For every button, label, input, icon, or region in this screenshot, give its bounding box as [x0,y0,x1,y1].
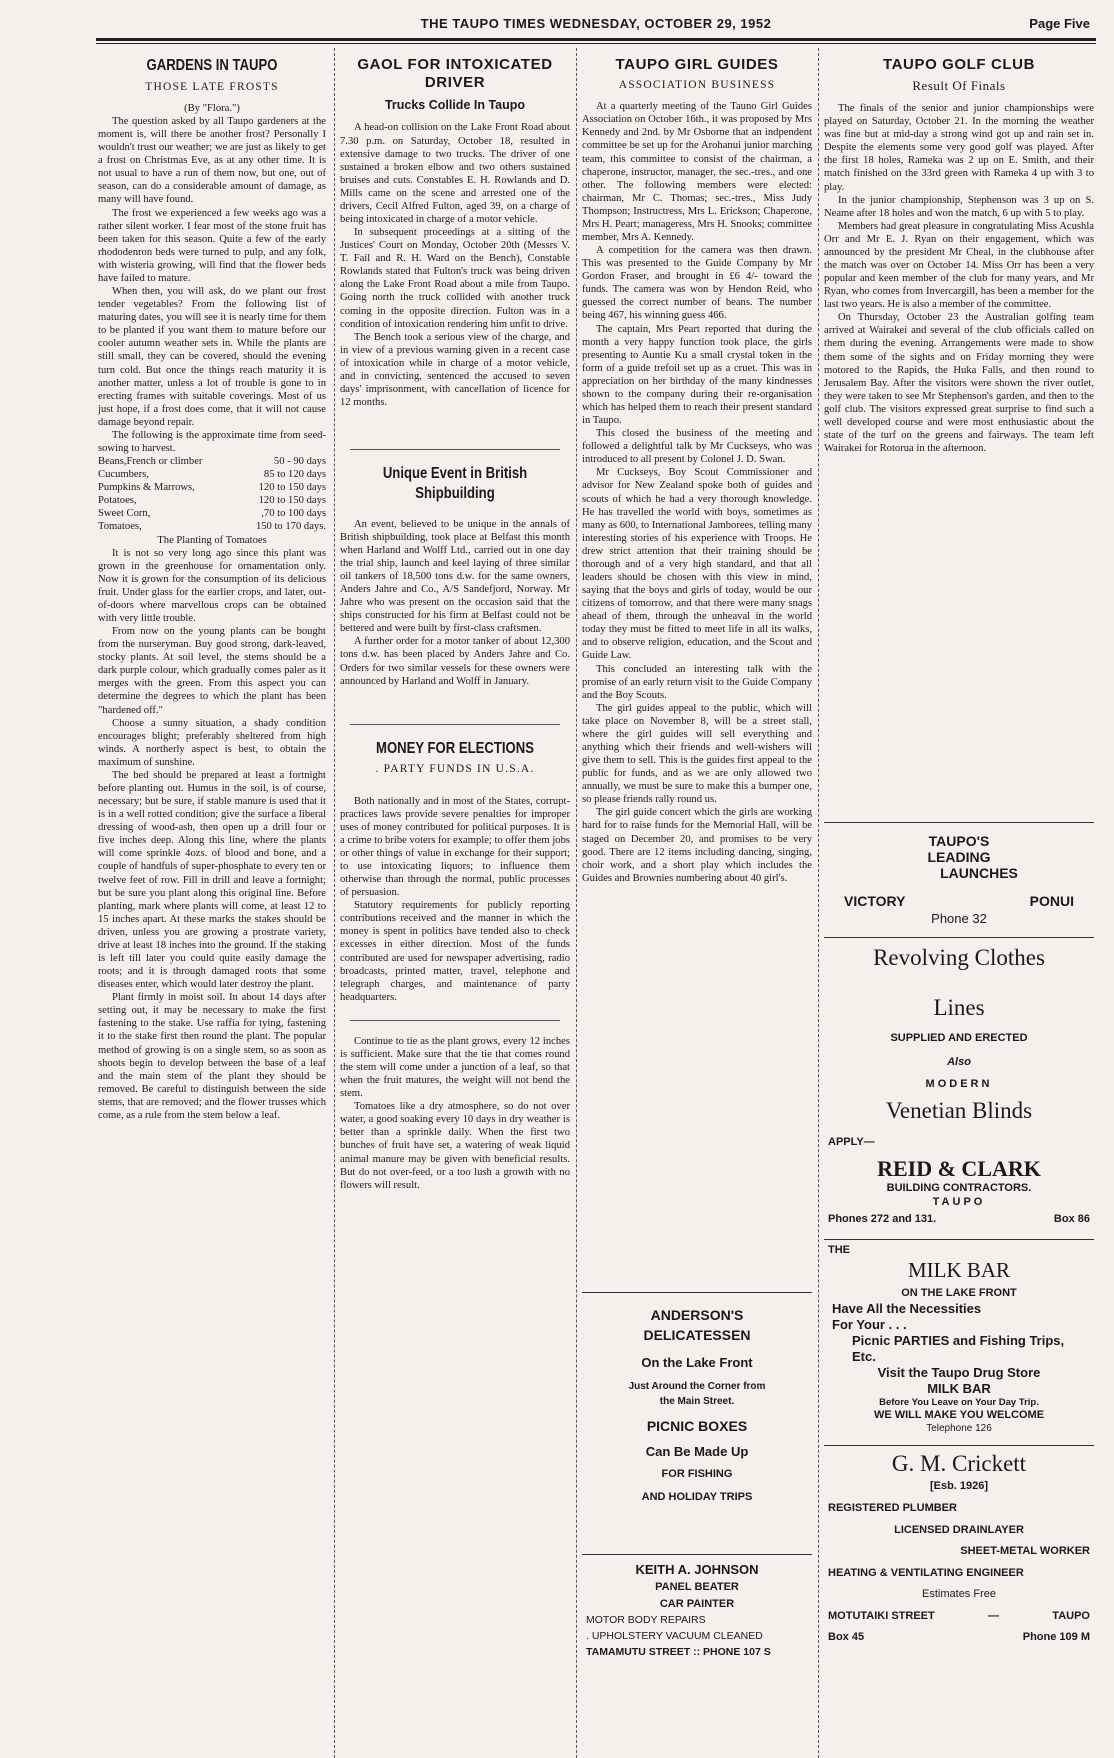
launch-ponui: PONUI [1029,893,1074,910]
crickett-dash: — [988,1609,1000,1622]
ad-line: Just Around the Corner from [628,1380,766,1392]
harvest-table [98,455,326,533]
divider [350,449,560,450]
harvest-days: 85 to 120 days [263,469,326,481]
gardens-subhead: THOSE LATE FROSTS [145,80,279,93]
gardens-paragraph: From now on the young plants can be bought from the nurseryman. Buy good strong, dark-leaved, stocky plants. At soil level, the stems should be a dark purple colour, which gradually comes paler as it merges with the green. From this aspect you can determine the degrees to which the plant has been "hardened off." [98,626,326,716]
ad-line: PANEL BEATER [655,1581,739,1594]
harvest-row [98,520,326,533]
gardens-paragraph: The following is the approximate time from seed-sowing to harvest. [98,429,326,454]
golf-paragraph: In the junior championship, Stephenson was 3 up on S. Neame after 18 holes and won the match, 6 up with 5 to play. [824,194,1094,219]
ad-line: On the Lake Front [641,1354,753,1370]
gardens-paragraph: When then, you will ask, do we plant our frost tender vegetables? From the following list of maturing dates, you will see it is nearly time for them to be planted if you want them to mature before our cooler autumn weather sets in. While the plants are still small, they can be covered, should the evening turn cold. But once the things reach maturity it is another matter, unless a lot of trouble is gone to in erecting frames with suitable coverings. Most of us just hope, if a frost does come, that it will not cause damage beyond repair. [98,286,326,428]
ad-line: ON THE LAKE FRONT [901,1287,1017,1300]
ad-line: ANDERSON'S [650,1307,744,1323]
ad-line: THE [828,1243,850,1256]
harvest-days: 50 - 90 days [273,456,326,468]
column-golf [824,50,1094,1750]
column-gardens [98,50,326,1750]
ad-line: LEADING [927,849,991,866]
gardens-cont-paragraph: Tomatoes like a dry atmosphere, so do not over water, a good soaking every 10 days in dry weather is better than a sprinkle daily. When the first two bunches of fruit have set, a watering of weak liquid animal manure may be given with beneficial results. But do not over-feed, or a too lush a growth with no flowers will result. [340,1101,570,1191]
ad-line: Revolving Clothes [873,944,1045,970]
ad-line: Can Be Made Up [645,1443,749,1459]
elections-paragraph: Statutory requirements for publicly reporting contributions received and the manner in which the money is spent in politics have tended also to check excesses in either direction. Most of the funds contributed are used for newspaper advertising, radio broadcasts, printed matter, travel, telephone and telegraph charges, and maintenance of party headquarters. [340,900,570,1003]
ad-line: LICENSED DRAINLAYER [894,1523,1024,1536]
harvest-crop: Potatoes, [98,495,137,507]
masthead [96,16,1096,36]
gardens-headline: GARDENS IN TAUPO [146,57,278,74]
elections-paragraph: Both nationally and in most of the States, corrupt-practices laws provide severe penalties for improper uses of money contributed for political purposes. It is a crime to bribe voters for example; to offer them jobs or other things of value in exchange for their support; to use intoxicating liquors; to influence them otherwise than through the normal, public processes of persuasion. [340,795,570,899]
ad-line: Phone 32 [931,910,987,926]
ad-line: For Your . . . [832,1317,907,1333]
ad-line: MILK BAR [927,1381,991,1397]
gardens-paragraph: Plant firmly in moist soil. In about 14 days after setting out, it may be necessary to make the first fastening to the stake. Use raffia for tying, fastening it to the stake first then round the plant. The popular method of growing is on a single stem, so as soon as shoots begin to develop between the base of a leaf and the main stem of the plant they should be removed. Be careful to distinguish between the side stems, that are removed; and the flower trusses which come, as a rule from the stem below a leaf. [98,992,326,1121]
guides-paragraph: Mr Cuckseys, Boy Scout Commissioner and advisor for New Zealand spoke both of guides and scouts of which he had a very thorough knowledge. He has travelled the world with boys, sometimes as many as 600, to International Jamborees, telling many interesting stories of his experience with Troops. He drew strict attention that their training should be thorough and of a very high standard, and that all leaders should be chosen with this view in mind, saying that the boys and girls of today, would be our citizens of tomorrow, and that there were many snags ahead of them, through the unheaval in the world today they must be fitted to meet life in all its walks, and to observe religion, education, and the Scout and Guide Law. [582,467,812,662]
shipbuilding-paragraph: An event, believed to be unique in the annals of British shipbuilding, took place at Belfast this month when Harland and Wolff Ltd., carried out in one day the trial ship, launch and keel laying of three similar oil tankers of 18,500 tons d.w. for the same owners, Anders Jahre and Co., A/S Sandefjord, Norway. Mr Jahre who was present on the occasion said that the ships constructed for his firm at Belfast could not be bettered and were built by first-class craftsmen. [340,518,570,635]
ad-line: MILK BAR [907,1257,1011,1282]
crickett-phone: Phone 109 M [1022,1631,1090,1644]
ad-line: Estimates Free [922,1588,996,1601]
column-divider [818,48,819,1758]
divider [350,1020,560,1021]
ad-keith-johnson [582,1554,812,1659]
ad-line: REGISTERED PLUMBER [828,1501,957,1514]
ad-line: G. M. Crickett [891,1450,1027,1476]
ad-line: the Main Street. [659,1395,735,1407]
harvest-days: ,70 to 100 days [261,508,326,520]
ad-line: Have All the Necessities [832,1301,982,1317]
ad-line: Telephone 126 [926,1422,992,1434]
ad-line: DELICATESSEN [643,1327,751,1344]
harvest-crop: Cucumbers, [98,469,149,481]
masthead-rule [96,38,1096,41]
ad-reid-clark [824,937,1094,1233]
ad-line: Visit the Taupo Drug Store [877,1365,1041,1381]
harvest-row [98,455,326,468]
ad-line: TAMAMUTU STREET :: PHONE 107 S [586,1646,771,1659]
ad-line: MOTOR BODY REPAIRS [586,1614,706,1627]
ad-line: Venetian Blinds [885,1098,1033,1124]
ad-line: TAUPO [932,1195,986,1208]
harvest-row [98,481,326,494]
ad-line: KEITH A. JOHNSON [635,1562,759,1577]
ad-line: APPLY— [828,1135,875,1148]
guides-paragraph: The captain, Mrs Peart reported that during the month a very happy function took place, the girls presenting to Auntie Ku a small crystal token in the form of a guide trefoil set up as a cruet. This was in appreciation on her birthday of the many kindnesses shown to the company during their re-organisation which has helped them to reach their present standard in Taupo. [582,323,812,427]
column-news [340,50,570,1750]
ad-line: Also [947,1055,971,1068]
guides-paragraph: This closed the business of the meeting and followed a delightful talk by Mr Cuckseys, who was introduced to all present by Colonel J. D. Swan. [582,428,812,466]
ad-line: CAR PAINTER [659,1597,735,1610]
harvest-crop: Pumpkins & Marrows, [98,482,195,494]
shipbuilding-paragraph: A further order for a motor tanker of about 12,300 tons d.w. has been placed by Anders Jahre and Co. Orders for two similar vessels for these owners were announced by Harland and Wolff in January. [340,636,570,687]
reid-phones: Phones 272 and 131. [828,1213,937,1226]
gaol-subhead: Trucks Collide In Taupo [384,98,526,112]
column-divider [334,48,335,1758]
masthead-title: THE TAUPO TIMES WEDNESDAY, OCTOBER 29, 1952 [420,16,772,31]
guides-paragraph: The girl guides appeal to the public, which will take place on November 8, will be a street stall, where the girl guides will sell everything and anything which their friends and well-wishers will give them to sell. This is the guides first appeal to the public for funds, and as we are only allowed two annually, we must be sure to make this a bumper one, so please friends rally round us. [582,702,812,806]
launch-victory: VICTORY [844,893,906,910]
gardens-paragraph: The question asked by all Taupo gardeners at the moment is, will there be another frost? Personally I wouldn't trust our weather; we are just as likely to get a frost on Christmas Eve, as at any other time. It is not usual to have a run of them now, but one, out of season, can do a considerable amount of damage, as many will have found. [98,116,326,206]
guides-paragraph: The girl guide concert which the girls are working hard for to raise funds for the Memorial Hall, will be staged on December 20, and promises to be very good. There are 12 items including dancing, singing, choir work, and a short play which includes the Guides and Brownies numbering about 40 girl's. [582,807,812,884]
golf-paragraph: The finals of the senior and junior championships were played on Saturday, October 21. In the morning the weather was fine but at mid-day a strong wind got up and rain set in. Despite the elements some very good golf was played. After the first 18 holes, Rameka was 2 up on E. Smith, and their match finished on the 33rd green with Rameka 4 up with 3 to play. [824,103,1094,193]
ad-line: PICNIC BOXES [646,1418,748,1435]
ad-line: FOR FISHING [661,1467,733,1480]
ad-line: LAUNCHES [940,865,1018,882]
guides-headline: TAUPO GIRL GUIDES [615,56,779,73]
ad-line: MODERN [925,1077,993,1090]
ad-line: Before You Leave on Your Day Trip. [879,1397,1039,1409]
gardens-paragraph: The frost we experienced a few weeks ago was a rather silent worker. I fear most of the stone fruit has been taken for this season. Quite a few of the early rhododenron beds were turned to pulp, and any folk, with wisteria growing, will find that the flower beds have failed to mature. [98,207,326,284]
crickett-street: MOTUTAIKI STREET [828,1609,935,1622]
ad-line: SUPPLIED AND ERECTED [890,1032,1028,1045]
guides-paragraph: This concluded an interesting talk with the promise of an early return visit to the Guide Company and the Boy Scouts. [582,663,812,701]
harvest-row [98,494,326,507]
ad-line: Lines [933,995,985,1020]
reid-box: Box 86 [1053,1213,1090,1226]
gardens-paragraph: It is not so very long ago since this plant was grown in the greenhouse for ornamentation only. Now it is grown for the consumption of its delicious fruit. Under glass for the earlier crops, and later, out-of-doors where marvellous crops can be obtained with very little trouble. [98,547,326,624]
divider [350,724,560,725]
gardens-paragraph: Choose a sunny situation, a shady condition encourages blight; preferably sheltered from high winds. A northerly aspect is best, to obtain the maximum of sunshine. [98,717,326,768]
golf-headline: TAUPO GOLF CLUB [882,56,1036,73]
guides-paragraph: At a quarterly meeting of the Tauno Girl Guides Association on October 16th., it was proposed by Mrs Kennedy and 2nd. by Mr Osborne that an indpendent committee be set up for the Arohanui junior marching team, this committee to consist of the chairman, a chaperone, instructor, manager, the sec.-tres., and one other. The following members were elected: chairman, Mr C. Thomas; sec.-tres., Miss Judy Thompson; Instructress, Mrs L. Erickson; Chaperone, Mrs H. Peart; manageress, Mrs H. Snooks; committee member, Mrs A. Kennedy. [582,101,812,243]
crickett-town: TAUPO [1052,1609,1090,1622]
column-guides [582,50,812,1750]
ad-line: WE WILL MAKE YOU WELCOME [873,1409,1045,1422]
guides-subhead: ASSOCIATION BUSINESS [618,79,776,91]
gardens-cont-paragraph: Continue to tie as the plant grows, every 12 inches is sufficient. Make sure that the tie that comes round the stem will come under a junction of a leaf, so that when the fruit matures, the weight will not bend the stem. [340,1035,570,1100]
ad-line: REID & CLARK [877,1156,1041,1182]
harvest-crop: Beans,French or climber [98,456,203,468]
crickett-box: Box 45 [828,1631,865,1644]
ad-line: TAUPO'S [928,833,990,849]
ad-line: SHEET-METAL WORKER [960,1545,1090,1558]
golf-paragraph: On Thursday, October 23 the Australian golfing team arrived at Wairakei and several of the club officials called on them during the evening. Arrangements were made to show them some of the sights and on Friday morning they were motored to the Rapids, the Huka Falls, and then round to Jerusalem Bay. After the visitors were shown the river outlet, they were taken to see Mr Stephenson's garden, and then to the golf club. The visitors expressed great surprise to find such a well developed course and were most enthusiastic about the state of the turf on the greens and fairways. The team left Wairakei for Rotorua in the afternoon. [824,312,1094,455]
ad-crickett [824,1445,1094,1651]
gaol-paragraph: A head-on collision on the Lake Front Road about 7.30 p.m. on Saturday, October 18, resulted in extensive damage to two trucks. The driver of one sustained a broken elbow and two others sustained bruises and cuts. Constables E. H. Rowlands and D. Mills came on the scene and arrested one of the drivers, Cecil Alfred Fulton, aged 39, on a charge of being intoxicated in charge of a motor vehicle. [340,122,570,225]
ads-column-right [824,822,1094,1750]
harvest-row [98,507,326,520]
golf-paragraph: Members had great pleasure in congratulating Miss Acushla Orr and Mr E. J. Ryan on their engagement, which was announced by the president Mr Cheal, in the clubhouse after the match was over on October 14. Miss Orr has been a very popular and keen member of the club for many years, and Mr Ryan, who comes from Invercargill, has been a member for the last two years. He is also a member of the committee. [824,220,1094,311]
ad-line: AND HOLIDAY TRIPS [641,1491,753,1504]
gaol-paragraph: The Bench took a serious view of the charge, and in view of a previous warning given in a recent case of intoxication while in charge of a motor vehicle, and in convicting, sentenced the accused to seven days' imprisonment, with cancellation of licence for 12 months. [340,331,570,409]
masthead-rule-thin [96,43,1096,44]
ad-milk-bar [824,1239,1094,1441]
gaol-paragraph: In subsequent proceedings at a sitting of the Justices' Court on Monday, October 20th (Messrs V. T. Fail and R. H. Ward on the Bench), Constable Rowlands stated that Fulton's truck was being driven along the Lake Front Road about a mile from Taupo. Going north the truck collided with another truck coming in the opposite direction. Fulton was in a condition of intoxication rendering him unfit to drive. [340,227,570,330]
ad-line: Picnic PARTIES and Fishing Trips, Etc. [852,1333,1065,1365]
ad-line: BUILDING CONTRACTORS. [886,1182,1032,1195]
harvest-days: 120 to 150 days [258,495,326,507]
ad-line: . UPHOLSTERY VACUUM CLEANED [586,1630,763,1643]
elections-subhead: . PARTY FUNDS IN U.S.A. [375,763,535,776]
page-number: Page Five [1029,16,1090,31]
guides-paragraph: A competition for the camera was then drawn. This was presented to the Guide Company by Mr Gordon Fraser, and brought in £6 4/- toward the funds. The camera was won by Hendon Reid, who guessed the correct number of beans. The number being 467, his winning guess 466. [582,245,812,322]
harvest-crop: Tomatoes, [98,521,142,533]
golf-subhead: Result Of Finals [912,78,1006,93]
harvest-crop: Sweet Corn, [98,508,151,520]
ad-line: HEATING & VENTILATING ENGINEER [828,1566,1024,1579]
shipbuilding-headline: Unique Event in British Shipbuilding [382,465,528,502]
harvest-days: 150 to 170 days. [255,521,326,533]
gardens-byline: (By "Flora.") [184,102,240,114]
harvest-days: 120 to 150 days [258,482,326,494]
column-divider [576,48,577,1758]
harvest-row [98,468,326,481]
ad-line: [Esb. 1926] [929,1480,989,1493]
ad-leading-launches [824,822,1094,933]
gaol-headline: GAOL FOR INTOXICATED DRIVER [357,56,553,91]
ad-andersons-delicatessen [582,1292,812,1553]
gardens-paragraph: The bed should be prepared at least a fortnight before planting out. Humus in the soil, is of course, necessary; but be sure, if stable manure is used that it is in a well rotted condition; give the surface a liberal dressing of wood-ash, then open up a drill four or five inches deep. Along this line, where the plants will come sprinkle 4ozs. of blood and bone, and a couple of handfuls of super-phosphate to every ten or twelve feet of row. Fill in drill and leave a fortnight; but be sure you plant along this original line. Before planting, mark where plants will come, at least 12 to 15 inches apart. At these marks the stakes should be driven, unless you are growing a prostrate variety, drive at least 18 inches into the ground. If the staking is left till later you could quite easily damage the roots; and it is through damaged roots that some diseases enter, which would later destroy the plant. [98,769,326,991]
tomatoes-subhead: The Planting of Tomatoes [157,534,267,546]
elections-headline: MONEY FOR ELECTIONS [376,739,534,757]
